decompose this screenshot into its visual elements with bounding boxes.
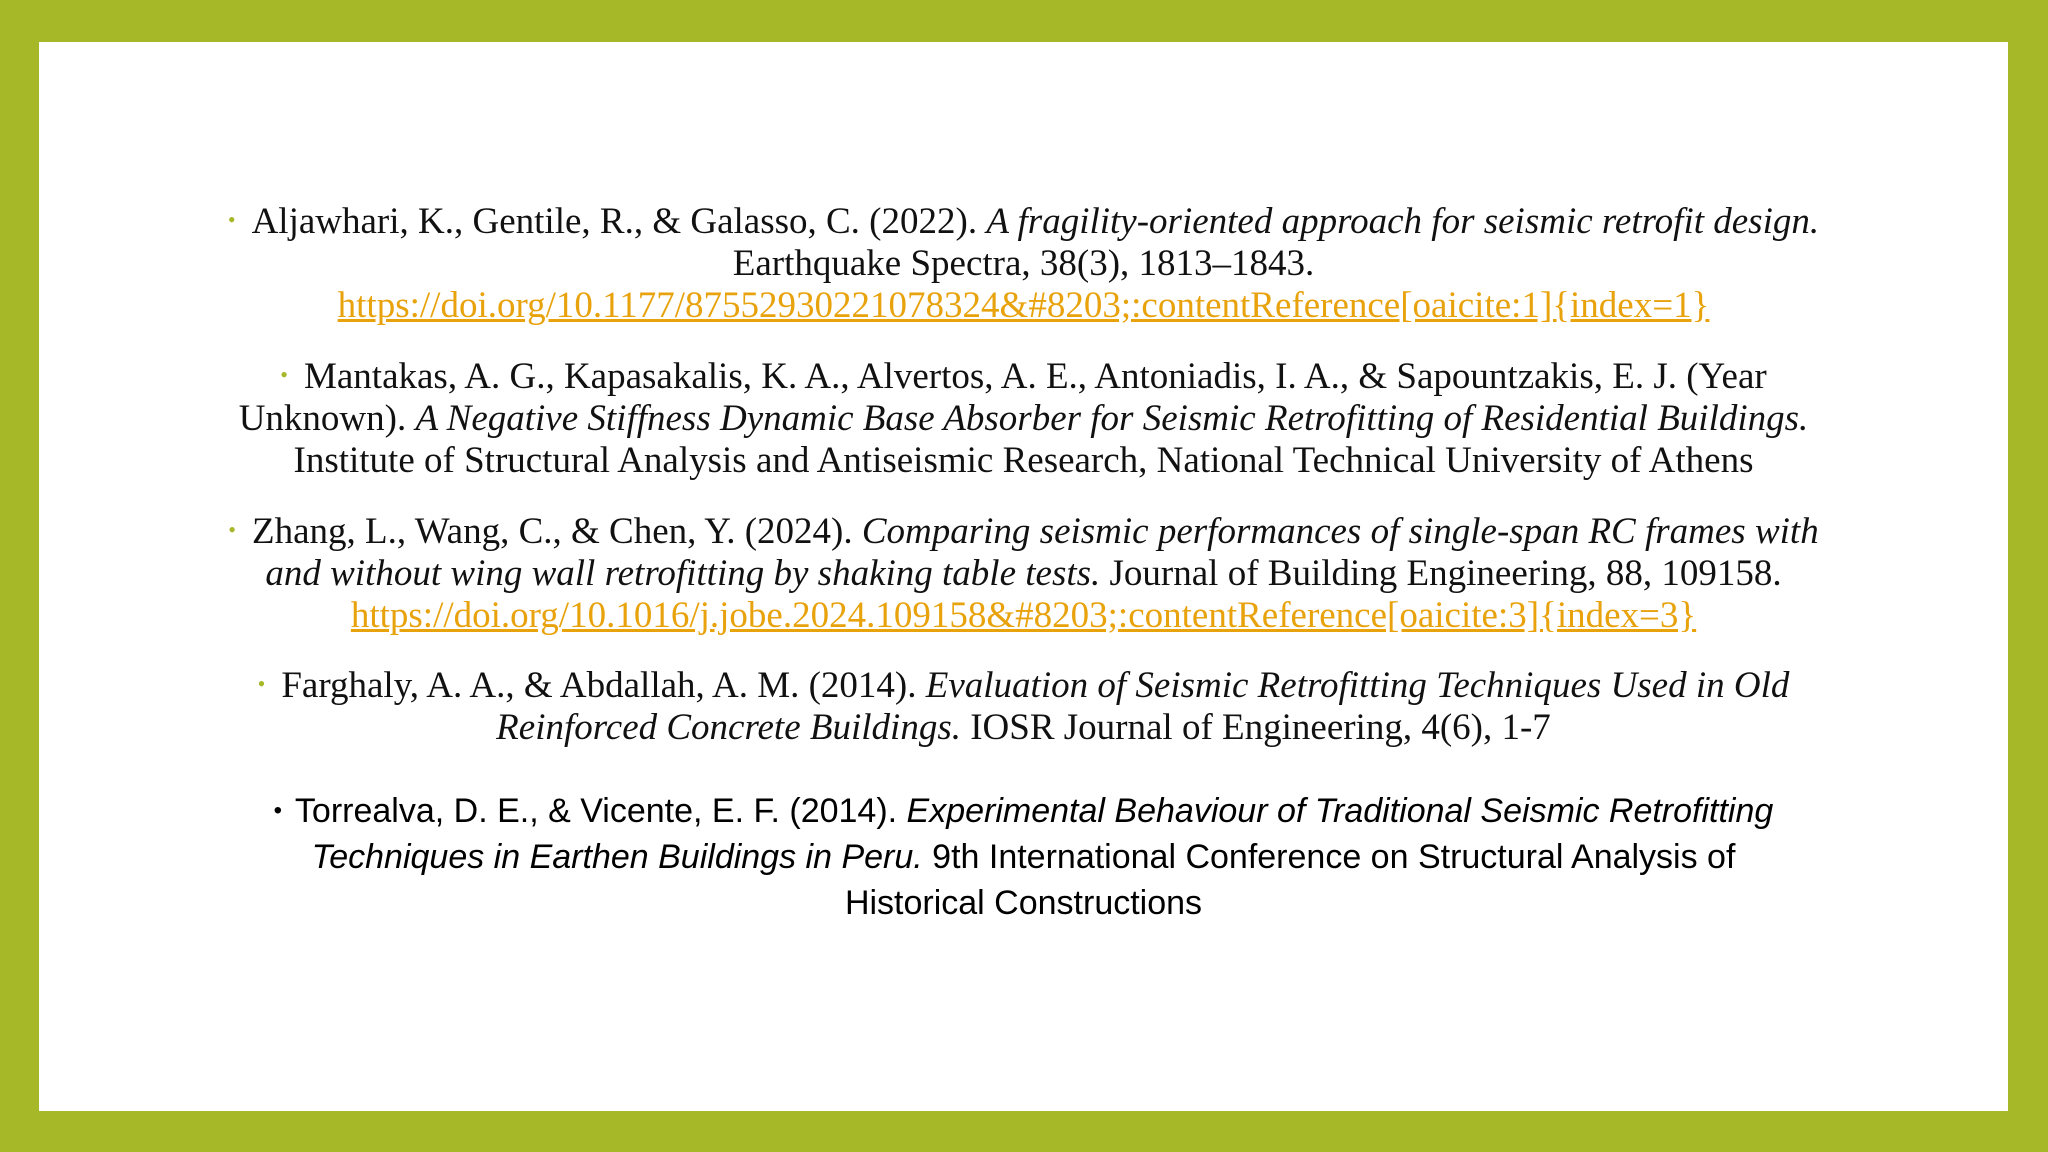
reference-text: Institute of Structural Analysis and Antiseismic Research, National Technical University of Athens bbox=[293, 440, 1754, 481]
reference-line bbox=[39, 243, 2008, 285]
reference-line bbox=[39, 509, 2008, 553]
bullet-icon: • bbox=[227, 207, 236, 232]
reference-title: Techniques in Earthen Buildings in Peru. bbox=[311, 838, 923, 876]
reference-title: A Negative Stiffness Dynamic Base Absorber for Seismic Retrofitting of Residential Buildings. bbox=[415, 398, 1809, 439]
reference-text: Earthquake Spectra, 38(3), 1813–1843. bbox=[732, 243, 1315, 284]
bullet-icon: • bbox=[228, 517, 236, 542]
bullet-icon: • bbox=[280, 362, 288, 387]
reference-item bbox=[39, 199, 2008, 327]
doi-link[interactable]: https://doi.org/10.1016/j.jobe.2024.109158&#8203;:contentReference[oaicite:3]{index=3} bbox=[350, 595, 1697, 636]
reference-line bbox=[39, 595, 2008, 637]
reference-line bbox=[39, 285, 2008, 327]
reference-line bbox=[39, 880, 2008, 926]
reference-line bbox=[39, 354, 2008, 398]
reference-title: Experimental Behaviour of Traditional Seismic Retrofitting bbox=[906, 792, 1774, 830]
reference-line bbox=[39, 707, 2008, 749]
reference-item bbox=[39, 663, 2008, 749]
bullet-icon: • bbox=[273, 797, 283, 824]
bullet-icon: • bbox=[257, 671, 266, 696]
reference-line bbox=[39, 834, 2008, 880]
reference-title: Evaluation of Seismic Retrofitting Techniques Used in Old bbox=[925, 665, 1790, 706]
reference-text: 9th International Conference on Structural Analysis of bbox=[922, 838, 1736, 876]
reference-text: Zhang, L., Wang, C., & Chen, Y. (2024). bbox=[251, 511, 862, 552]
reference-text: Torrealva, D. E., & Vicente, E. F. (2014). bbox=[286, 792, 907, 830]
reference-item bbox=[39, 354, 2008, 482]
reference-title: Reinforced Concrete Buildings. bbox=[496, 707, 961, 748]
doi-link[interactable]: https://doi.org/10.1177/87552930221078324&#8203;:contentReference[oaicite:1]{index=1} bbox=[337, 285, 1710, 326]
reference-text: IOSR Journal of Engineering, 4(6), 1-7 bbox=[960, 707, 1551, 748]
slide-canvas bbox=[39, 42, 2008, 1111]
reference-line bbox=[39, 788, 2008, 834]
reference-line bbox=[39, 663, 2008, 707]
reference-item bbox=[39, 509, 2008, 637]
reference-text: Journal of Building Engineering, 88, 109158. bbox=[1100, 553, 1782, 594]
reference-text: Unknown). bbox=[238, 398, 416, 439]
reference-text: Aljawhari, K., Gentile, R., & Galasso, C. (2022). bbox=[251, 201, 987, 242]
reference-line bbox=[39, 440, 2008, 482]
reference-text: Mantakas, A. G., Kapasakalis, K. A., Alvertos, A. E., Antoniadis, I. A., & Sapountzakis, E. J. (Year bbox=[303, 356, 1767, 397]
reference-text: Historical Constructions bbox=[844, 884, 1203, 922]
reference-item bbox=[39, 788, 2008, 926]
reference-title: and without wing wall retrofitting by shaking table tests. bbox=[265, 553, 1101, 594]
reference-line bbox=[39, 199, 2008, 243]
reference-line bbox=[39, 398, 2008, 440]
reference-text: Farghaly, A. A., & Abdallah, A. M. (2014). bbox=[281, 665, 926, 706]
reference-line bbox=[39, 553, 2008, 595]
reference-title: Comparing seismic performances of single-span RC frames with bbox=[861, 511, 1819, 552]
reference-title: A fragility-oriented approach for seismic retrofit design. bbox=[986, 201, 1820, 242]
